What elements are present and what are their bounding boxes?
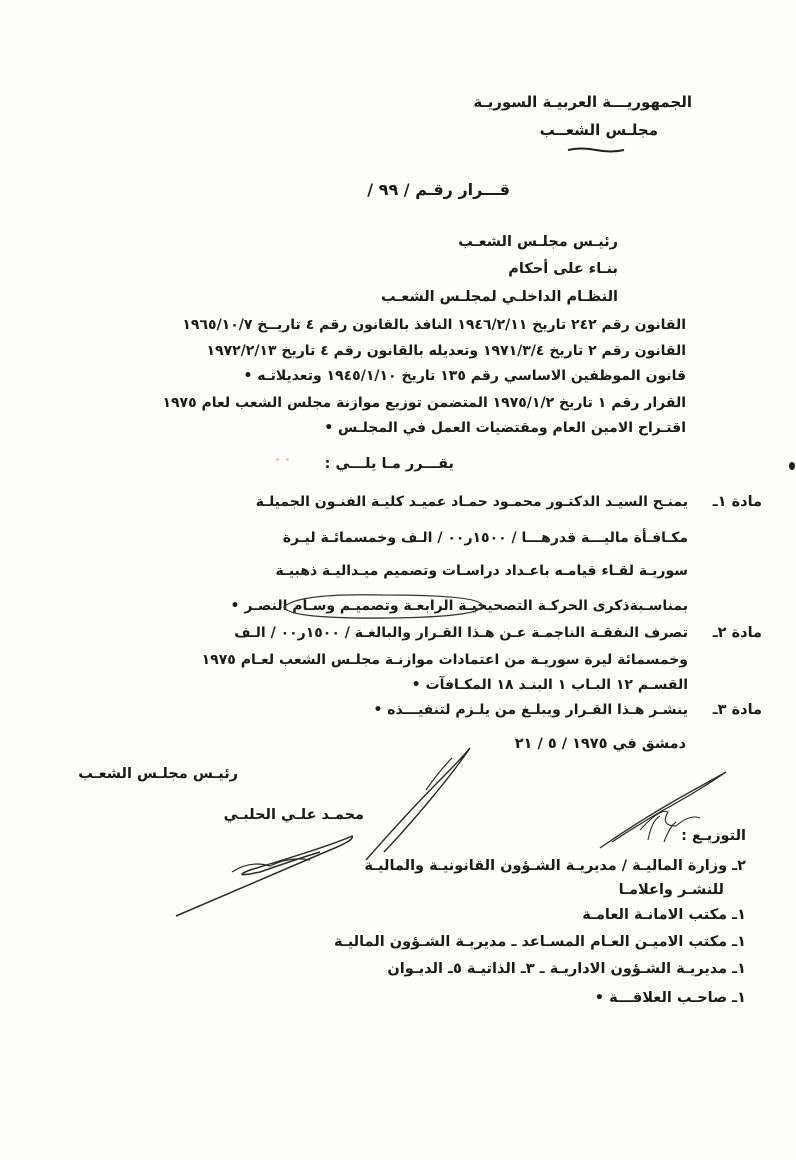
article-label: مادة ٣ـ xyxy=(712,702,762,718)
preamble-item: النظـام الداخلـي لمجلـس الشعـب xyxy=(380,289,618,305)
header-underline-icon xyxy=(566,146,626,154)
article-label: مادة ١ـ xyxy=(712,494,762,510)
distribution-item: ١ـ صاحـب العلاقـــة • xyxy=(594,990,746,1006)
article-line: القسـم ١٢ البـاب ١ البنـد ١٨ المكـافآت • xyxy=(411,677,688,693)
preamble-item: اقتـراح الامين العام ومقتضيات العمل في المجلـس • xyxy=(324,420,686,436)
council-header: مجلـس الشعــب xyxy=(539,121,658,139)
based-on-heading: بنـاء على أحكام xyxy=(508,261,618,277)
distribution-item: ١ـ مكتب الامانـة العامـة xyxy=(582,907,746,923)
date-line: دمشق في ١٩٧٥ / ٥ / ٢١ xyxy=(514,736,686,752)
speaker-heading: رئيـس مجلـس الشعـب xyxy=(458,234,618,250)
distribution-item: ١ـ مكتب الاميـن العـام المسـاعد ـ مديريـة الشـؤون الماليـة xyxy=(333,934,746,950)
article-line: يمنـح السيـد الدكتـور محمـود حمـاد عميـد كليـة الفنـون الجميلـة xyxy=(255,494,688,510)
article-line: بمناسـبةذكرى الحركـة التصحيحيـة الرابعـة وتصميـم وسـام النصـر • xyxy=(230,598,688,614)
decides-heading: يقـــرر مـا يلـــي : xyxy=(324,456,454,472)
preamble-item: القانون رقم ٢٤٢ تاريخ ١٩٤٦/٢/١١ النافذ بالقانون رقم ٤ تاريــخ ١٩٦٥/١٠/٧ xyxy=(182,317,686,333)
country-header: الجمهوريـــة العربيـة السوريـة xyxy=(473,93,692,111)
ink-spot xyxy=(286,458,289,461)
article-line: ينشـر هـذا القـرار ويبلـغ من يلـزم لتنفيـــذه • xyxy=(373,702,688,718)
preamble-item: القانون رقم ٢ تاريخ ١٩٧١/٣/٤ وتعديله بالقانون رقم ٤ تاريخ ١٩٧٢/٢/١٣ xyxy=(206,343,686,359)
decision-title: قـــرار رقـم / ٩٩ / xyxy=(367,180,510,199)
distribution-item: ١ـ مديريـة الشـؤون الاداريـة ـ ٣ـ الذاتيـة ٥ـ الديـوان xyxy=(387,961,746,977)
signature-name: محمـد علـي الحلبـي xyxy=(223,807,364,823)
article-line: سوريـة لقـاء قيامـه باعـداد دراسـات وتصميم ميـداليـة ذهبيـة xyxy=(275,563,688,579)
article-line: مكـافـأة ماليـــة قدرهـــا / ١٥٠٠ر٠٠ / الـف وخمسمائـة ليـرة xyxy=(282,530,688,546)
signature-title: رئيـس مجلـس الشعـب xyxy=(78,766,238,782)
ink-spot xyxy=(276,458,279,461)
distribution-item: ٢ـ وزارة الماليـة / مديريـة الشـؤون القانونيـة والماليـة xyxy=(364,858,746,874)
distribution-heading: التوزيـع : xyxy=(681,828,746,844)
distribution-item: للنشـر واعلامـا xyxy=(618,882,724,898)
ink-spot xyxy=(789,462,795,470)
preamble-item: القرار رقم ١ تاريخ ١٩٧٥/١/٢ المتضمن توزيع موازنة مجلس الشعب لعام ١٩٧٥ xyxy=(162,395,686,411)
article-line: تصرف النفقـة الناجمـة عـن هـذا القـرار والبالغـة / ١٥٠٠ر٠٠ / الـف xyxy=(234,625,688,641)
preamble-item: قانون الموظفين الاساسي رقم ١٣٥ تاريخ ١٩٤٥/١/١٠ وتعديلاتـه • xyxy=(243,368,686,384)
handwritten-circle-icon xyxy=(278,591,488,621)
article-line: وخمسمائة ليرة سوريـة من اعتمادات موازنـة مجلـس الشعب لعـام ١٩٧٥ xyxy=(201,652,688,668)
article-label: مادة ٢ـ xyxy=(712,625,762,641)
